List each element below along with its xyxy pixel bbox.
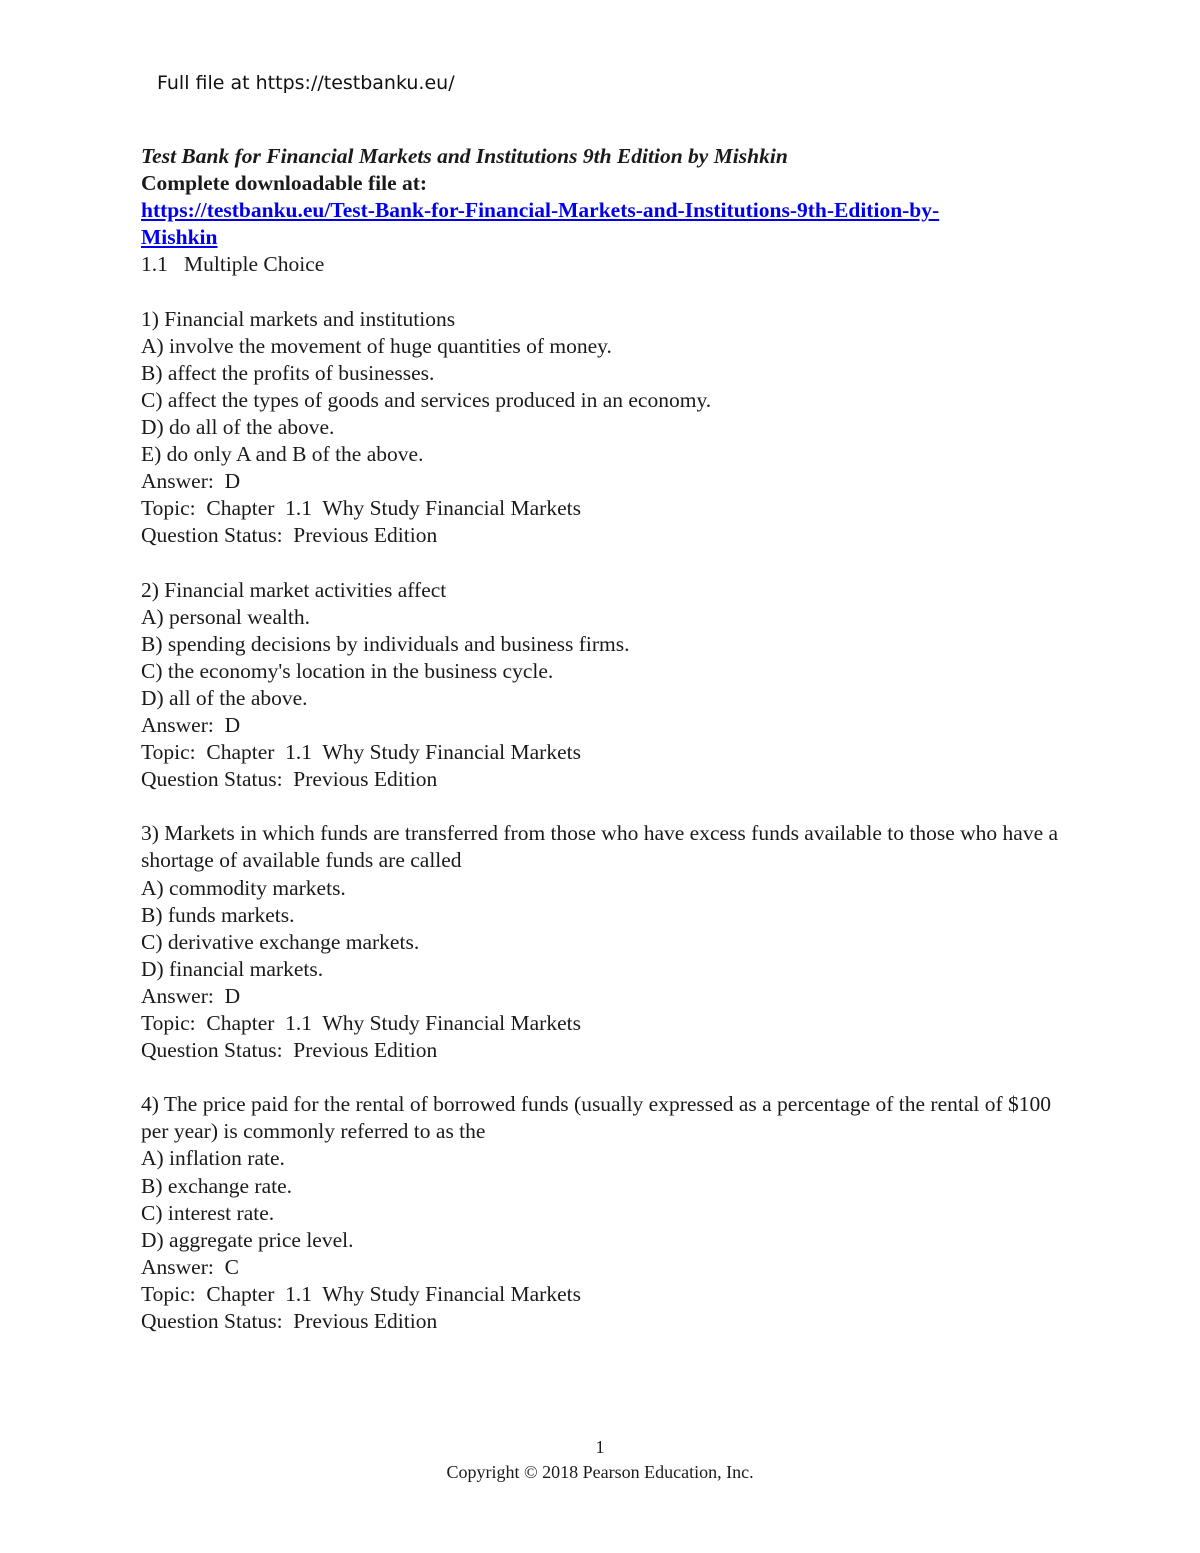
question-status: Question Status: Previous Edition (141, 1038, 438, 1063)
question-topic: Topic: Chapter 1.1 Why Study Financial Markets (141, 496, 581, 521)
answer-option: B) exchange rate. (141, 1173, 293, 1198)
question-topic: Topic: Chapter 1.1 Why Study Financial Markets (141, 1281, 581, 1306)
answer-option: C) affect the types of goods and services produced in an economy. (141, 387, 712, 412)
answer-option: B) affect the profits of businesses. (141, 360, 435, 385)
question-block (141, 306, 1081, 550)
answer-key: Answer: C (141, 1254, 239, 1279)
answer-option: A) involve the movement of huge quantities of money. (141, 333, 612, 358)
question-topic: Topic: Chapter 1.1 Why Study Financial Markets (141, 1011, 581, 1035)
question-stem: 2) Financial market activities affect (141, 577, 447, 602)
header-note: Full file at https://testbanku.eu/ (157, 72, 455, 94)
answer-option: A) commodity markets. (141, 875, 346, 900)
answer-option: B) spending decisions by individuals and business firms. (141, 631, 630, 656)
question-stem: 3) Markets in which funds are transferred from those who have excess funds available to those who have a shortage of available funds are called (141, 821, 1059, 873)
question-stem: 4) The price paid for the rental of borrowed funds (usually expressed as a percentage of the rental of $100 per year) is commonly referred to as the (141, 1092, 1052, 1144)
question-block (141, 1091, 1081, 1335)
answer-option: C) interest rate. (141, 1200, 275, 1225)
answer-option: A) personal wealth. (141, 604, 310, 629)
document-title: Test Bank for Financial Markets and Institutions 9th Edition by Mishkin (141, 144, 788, 168)
question-block (141, 577, 1081, 794)
document-body (141, 143, 1081, 1335)
question-block (141, 820, 1081, 1064)
copyright-notice: Copyright © 2018 Pearson Education, Inc. (446, 1462, 754, 1482)
download-label: Complete downloadable file at: (141, 171, 428, 196)
answer-option: E) do only A and B of the above. (141, 442, 424, 467)
answer-key: Answer: D (141, 712, 241, 737)
page-number: 1 (595, 1437, 605, 1457)
answer-key: Answer: D (141, 983, 241, 1008)
section-heading: 1.1 Multiple Choice (141, 252, 325, 277)
answer-option: C) derivative exchange markets. (141, 929, 420, 954)
answer-option: D) all of the above. (141, 685, 308, 710)
download-link-line-2[interactable]: Mishkin (141, 225, 218, 250)
answer-key: Answer: D (141, 469, 241, 494)
question-topic: Topic: Chapter 1.1 Why Study Financial Markets (141, 740, 581, 765)
download-link-line-1[interactable]: https://testbanku.eu/Test-Bank-for-Financial-Markets-and-Institutions-9th-Edition-by- (141, 198, 940, 223)
answer-option: D) financial markets. (141, 956, 324, 981)
answer-option: D) aggregate price level. (141, 1227, 354, 1252)
question-status: Question Status: Previous Edition (141, 767, 438, 792)
answer-option: B) funds markets. (141, 902, 295, 927)
answer-option: C) the economy's location in the business cycle. (141, 658, 554, 683)
question-status: Question Status: Previous Edition (141, 523, 438, 548)
answer-option: A) inflation rate. (141, 1146, 285, 1171)
answer-option: D) do all of the above. (141, 414, 335, 439)
question-stem: 1) Financial markets and institutions (141, 306, 456, 331)
question-status: Question Status: Previous Edition (141, 1309, 438, 1334)
